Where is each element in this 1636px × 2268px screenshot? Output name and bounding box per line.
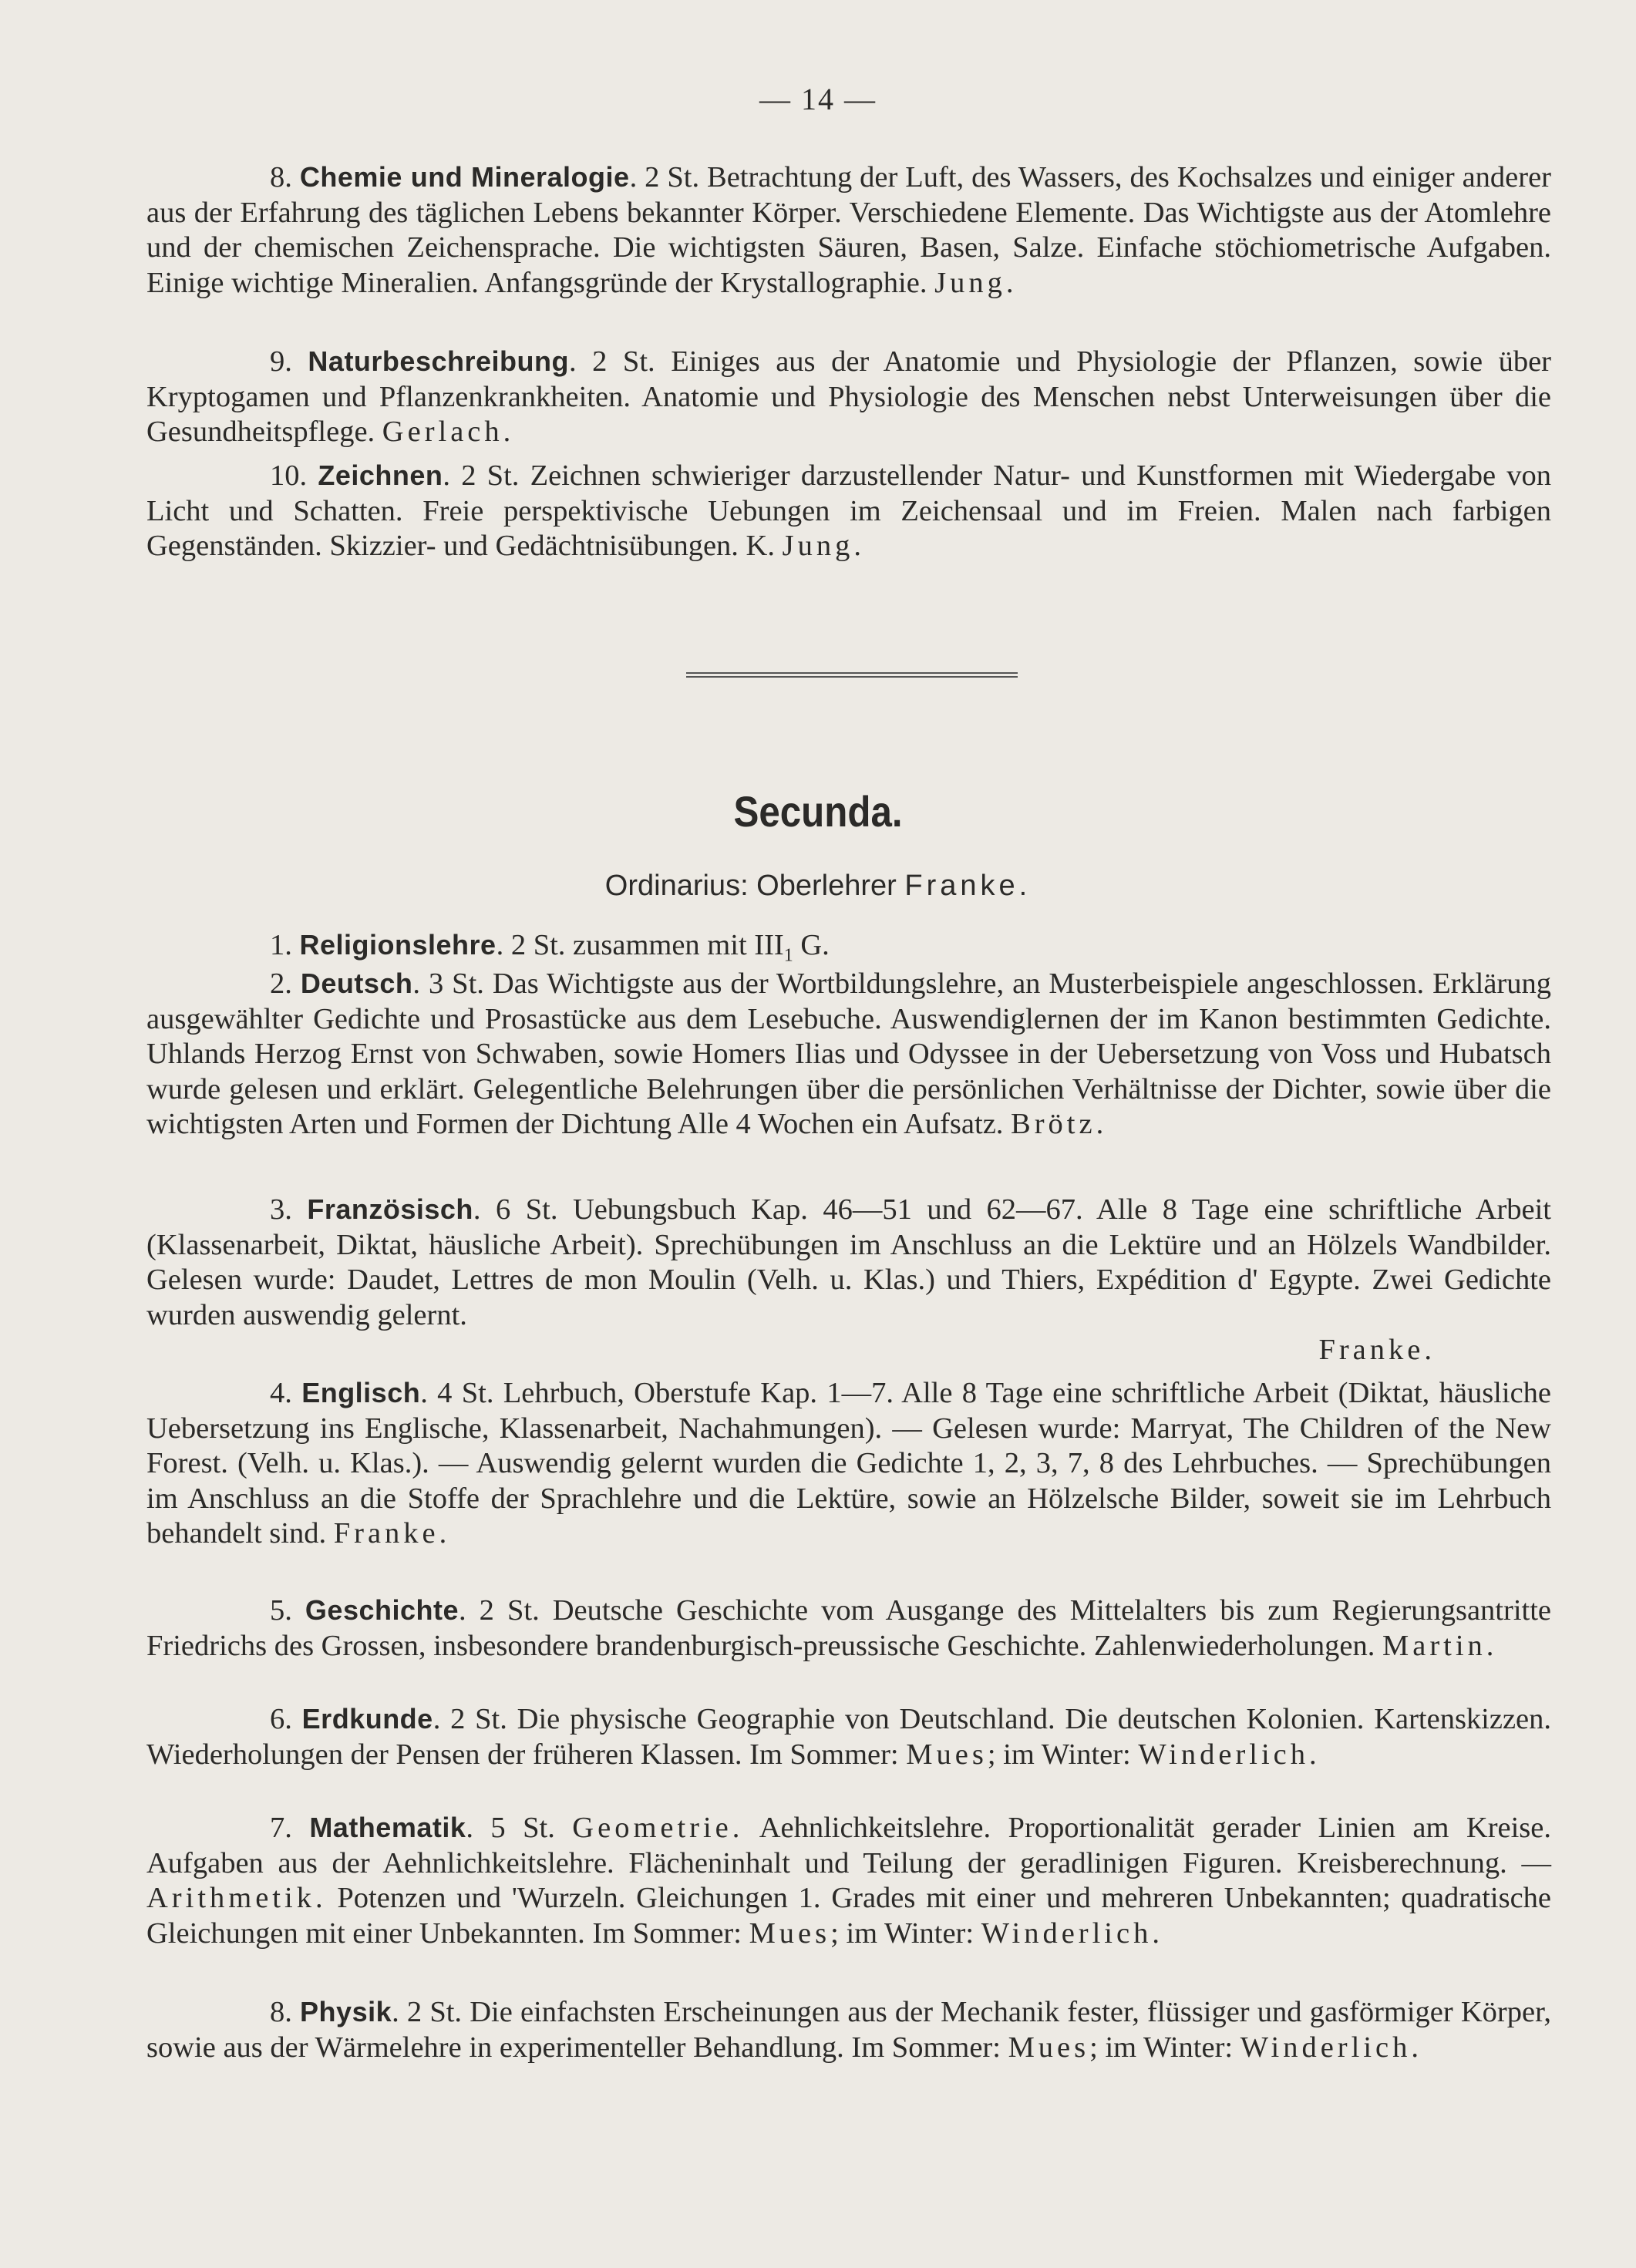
subtopic-arithmetik: Arithmetik. [146,1882,327,1914]
subject-number: 4. [270,1377,292,1409]
subtopic-geometrie: Geometrie. [572,1812,744,1844]
subject-text-mid: ; im Winter: [830,1916,975,1950]
subject-text-tail: G. [793,929,830,961]
subject-number: 5. [270,1594,292,1627]
subject-naturbeschreibung [146,344,1551,450]
subject-heading: Religionslehre [299,929,497,961]
subject-text: . 2 St. Die physische Geographie von Deutschland. Die deutschen Kolonien. Kartenskizzen. Wiederholungen der Pensen der früheren Klassen. Im Sommer: [146,1703,1552,1771]
subject-geschichte [146,1593,1551,1664]
subject-number: 6. [270,1703,292,1735]
subject-mathematik [146,1810,1551,1951]
subject-heading: Französisch [307,1193,473,1225]
teacher-name: Brötz. [1011,1108,1108,1140]
teacher-name-winter: Winderlich. [981,1916,1163,1950]
section-divider [686,672,1018,678]
page-number: — 14 — [759,82,877,116]
subject-text: . 2 St. Einiges aus der Anatomie und Physiologie der Pflanzen, sowie über Kryptogamen und Pflanzenkrankheiten. Anatomie und Physiologie des Menschen nebst Unterweisungen über die Gesundheitspflege. [146,345,1552,448]
subject-text: . 2 St. Die einfachsten Erscheinungen aus der Mechanik fester, flüssiger und gasförmiger Körper, sowie aus der Wärmelehre in experimenteller Behandlung. Im Sommer: [146,1996,1551,2064]
subject-heading: Zeichnen [318,459,443,491]
subject-text: . 5 St. [466,1812,555,1844]
subject-heading: Geschichte [305,1594,459,1626]
class-subscript: 1 [783,945,793,966]
subject-franzoesisch [146,1192,1551,1368]
subject-heading: Deutsch [300,967,413,999]
subject-text: . 2 St. Betrachtung der Luft, des Wassers, des Kochsalzes und einiger anderer aus der Erfahrung des täglichen Lebens bekannter Körper. Verschiedene Elemente. Das Wichtigste aus der Atomlehre und der chemischen Zeichensprache. Die wichtigsten Säuren, Basen, Salze. Einfache stöchiometrische Aufgaben. Einige wichtige Mineralien. Anfangsgründe der Krystallographie. [146,161,1551,299]
subject-text-mid: ; im Winter: [1089,2031,1234,2064]
subject-heading: Naturbeschreibung [308,345,569,377]
subject-text: . 3 St. Das Wichtigste aus der Wortbildungslehre, an Musterbeispiele angeschlossen. Erklärung ausgewählter Gedichte und Prosastücke aus dem Lesebuche. Auswendiglernen der im Kanon bestimmten Gedichte. Uhlands Herzog Ernst von Schwaben, sowie Homers Ilias und Odyssee in der Uebersetzung von Voss und Hubatsch wurde gelesen und erklärt. Gelegentliche Belehrungen über die persönlichen Verhältnisse der Dichter, sowie über die wichtigsten Arten und Formen der Dichtung Alle 4 Wochen ein Aufsatz. [146,967,1552,1140]
subject-text-c: Potenzen und 'Wurzeln. Gleichungen 1. Grades mit einer und mehreren Unbekannten; quadratische Gleichungen mit einer Unbekannten. Im Sommer: [146,1882,1551,1950]
teacher-name-summer: Mues [749,1916,831,1950]
subject-text: . 2 St. Deutsche Geschichte vom Ausgange des Mittelalters bis zum Regierungsantritte Friedrichs des Grossen, insbesondere brandenburgisch-preussische Geschichte. Zahlenwiederholungen. [146,1594,1552,1662]
subject-heading: Mathematik [309,1812,466,1843]
subject-text: . 6 St. Uebungsbuch Kap. 46—51 und 62—67. Alle 8 Tage eine schriftliche Arbeit (Klassenarbeit, Diktat, häusliche Arbeit). Sprechübungen im Anschluss an die Lektüre und an Hölzels Wandbilder. Gelesen wurde: Daudet, Lettres de mon Moulin (Velh. u. Klas.) und Thiers, Expédition d' Egypte. Zwei Gedichte wurden auswendig gelernt. [146,1193,1552,1331]
teacher-name-winter: Winderlich. [1138,1738,1321,1771]
subject-chemie [146,160,1551,301]
subject-heading: Englisch [301,1377,421,1408]
subject-number: 8. [270,161,292,193]
subject-number: 7. [270,1812,292,1844]
subject-number: 9. [270,345,292,378]
section-title: Secunda. [733,787,903,836]
subject-text: . 4 St. Lehrbuch, Oberstufe Kap. 1—7. Alle 8 Tage eine schriftliche Arbeit (Diktat, häusliche Uebersetzung ins Englische, Klassenarbeit, Nachahmungen). — Gelesen wurde: Marryat, The Children of the New Forest. (Velh. u. Klas.). — Auswendig gelernt wurden die Gedichte 1, 2, 3, 7, 8 des Lehrbuches. — Sprechübungen im Anschluss an die Stoffe der Sprachlehre und die Lektüre, sowie an Hölzelsche Bilder, soweit sie im Lehrbuch behandelt sind. [146,1377,1551,1550]
subject-englisch [146,1375,1551,1552]
subject-zeichnen [146,458,1551,564]
subject-number: 8. [270,1996,292,2028]
subject-heading: Physik [300,1996,392,2027]
subject-text-b: Aehnlichkeitslehre. Proportionalität gerader Linien am Kreise. Aufgaben aus der Aehnlichkeitslehre. Flächeninhalt und Teilung der geradlinigen Figuren. Kreisberechnung. — [146,1812,1551,1879]
teacher-name: Jung. [934,266,1018,299]
subject-number: 3. [270,1193,292,1226]
teacher-name-summer: Mues [1008,2031,1090,2064]
subject-physik [146,1994,1551,2065]
subject-number: 1. [270,929,292,961]
subject-text: . 2 St. zusammen mit III [496,929,784,961]
subject-number: 10. [270,459,308,492]
teacher-name-summer: Mues [906,1738,988,1771]
teacher-name: Martin. [1382,1629,1498,1662]
teacher-name: Gerlach. [382,416,515,448]
teacher-name-winter: Winderlich. [1240,2031,1422,2064]
subject-text: . 2 St. Zeichnen schwieriger darzustellender Natur- und Kunstformen mit Wiedergabe von Licht und Schatten. Freie perspektivische Uebungen im Zeichensaal und im Freien. Malen nach farbigen Gegenständen. Skizzier- und Gedächtnisübungen. K. [146,459,1552,562]
subject-text-mid: ; im Winter: [987,1738,1131,1771]
teacher-name: Jung. [782,530,865,562]
subject-deutsch [146,966,1551,1142]
ordinarius-name: Franke. [904,870,1032,902]
subject-erdkunde [146,1701,1551,1772]
teacher-name: Franke. [1318,1334,1436,1366]
subject-heading: Erdkunde [301,1703,433,1735]
ordinarius-label: Ordinarius: Oberlehrer [604,870,897,902]
subject-number: 2. [270,967,292,1000]
teacher-name: Franke. [333,1517,451,1550]
subject-heading: Chemie und Mineralogie [299,161,630,193]
ordinarius-line [0,870,1636,903]
